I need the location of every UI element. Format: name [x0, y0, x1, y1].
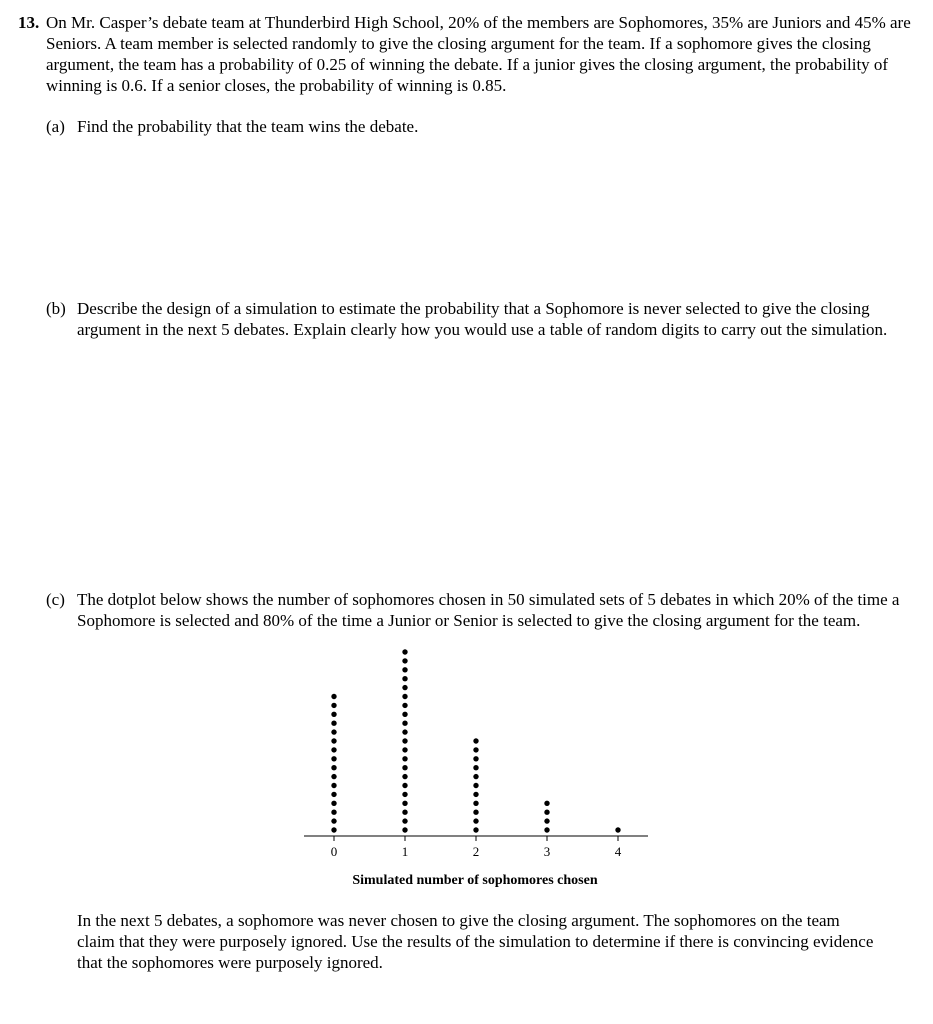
dot-mark	[331, 801, 336, 806]
dot-mark	[473, 810, 478, 815]
dot-mark	[331, 747, 336, 752]
x-axis-title: Simulated number of sophomores chosen	[352, 873, 598, 888]
dot-mark	[544, 827, 549, 832]
question-intro	[18, 12, 918, 95]
dot-mark	[473, 774, 478, 779]
dot-mark	[402, 774, 407, 779]
dot-mark	[331, 738, 336, 743]
dot-mark	[402, 818, 407, 823]
dot-mark	[402, 783, 407, 788]
dot-mark	[402, 792, 407, 797]
x-tick-label: 3	[543, 844, 551, 859]
followup-question: In the next 5 debates, a sophomore was never chosen to give the closing argument. The sophomores on the team claim that they were purposely ignored. Use the results of the simulation to determine if there is convincing evidence that the sophomores were purposely ignored.	[77, 911, 874, 972]
dot-mark	[402, 676, 407, 681]
dot-mark	[402, 729, 407, 734]
dot-mark	[331, 756, 336, 761]
dot-mark	[402, 810, 407, 815]
dot-mark	[473, 783, 478, 788]
dot-mark	[615, 827, 620, 832]
x-tick-label: 4	[614, 844, 622, 859]
dotplot-chart	[290, 640, 670, 895]
dot-mark	[402, 685, 407, 690]
dot-mark	[331, 712, 336, 717]
dot-mark	[402, 765, 407, 770]
dot-mark	[544, 801, 549, 806]
dot-mark	[331, 765, 336, 770]
dot-mark	[402, 703, 407, 708]
dot-mark	[331, 721, 336, 726]
dot-mark	[473, 738, 478, 743]
dot-mark	[331, 810, 336, 815]
dot-mark	[402, 827, 407, 832]
dot-mark	[544, 810, 549, 815]
dot-mark	[331, 729, 336, 734]
part-a-text: Find the probability that the team wins the debate.	[77, 117, 419, 136]
dot-mark	[473, 792, 478, 797]
dot-mark	[402, 667, 407, 672]
dot-mark	[402, 694, 407, 699]
dot-mark	[402, 712, 407, 717]
dot-mark	[473, 765, 478, 770]
dot-mark	[402, 658, 407, 663]
dot-mark	[473, 756, 478, 761]
part-c-label: (c)	[46, 590, 65, 609]
question-intro-text: On Mr. Casper’s debate team at Thunderbird High School, 20% of the members are Sophomores, 35% are Juniors and 45% are Seniors. A team member is selected randomly to give the closing argument for the team. If a sophomore gives the closing argument, the team has a probability of 0.25 of winning the debate. If a junior gives the closing argument, the probability of winning is 0.6. If a senior closes, the probability of winning is 0.85.	[46, 13, 911, 95]
x-tick-label: 1	[401, 844, 409, 859]
dot-mark	[331, 703, 336, 708]
dot-mark	[402, 721, 407, 726]
dot-mark	[402, 747, 407, 752]
dot-mark	[331, 792, 336, 797]
dot-mark	[331, 827, 336, 832]
dot-mark	[331, 818, 336, 823]
dot-mark	[402, 801, 407, 806]
part-a-label: (a)	[46, 117, 65, 136]
x-tick-label: 2	[472, 844, 480, 859]
dot-mark	[402, 738, 407, 743]
dot-mark	[331, 783, 336, 788]
dot-mark	[544, 818, 549, 823]
part-b-label: (b)	[46, 299, 66, 318]
dot-mark	[473, 818, 478, 823]
dot-mark	[473, 827, 478, 832]
question-number: 13.	[18, 13, 40, 32]
dot-mark	[331, 774, 336, 779]
part-b-text: Describe the design of a simulation to estimate the probability that a Sophomore is never selected to give the closing argument in the next 5 debates. Explain clearly how you would use a table of random digits to carry out the simulation.	[77, 299, 888, 339]
dot-mark	[331, 694, 336, 699]
dot-mark	[402, 756, 407, 761]
part-c-text: The dotplot below shows the number of sophomores chosen in 50 simulated sets of 5 debates in which 20% of the time a Sophomore is selected and 80% of the time a Junior or Senior is selected to give the closing argument for the team.	[77, 590, 900, 630]
dot-mark	[473, 801, 478, 806]
dot-mark	[473, 747, 478, 752]
dot-mark	[402, 649, 407, 654]
x-tick-label: 0	[330, 844, 338, 859]
